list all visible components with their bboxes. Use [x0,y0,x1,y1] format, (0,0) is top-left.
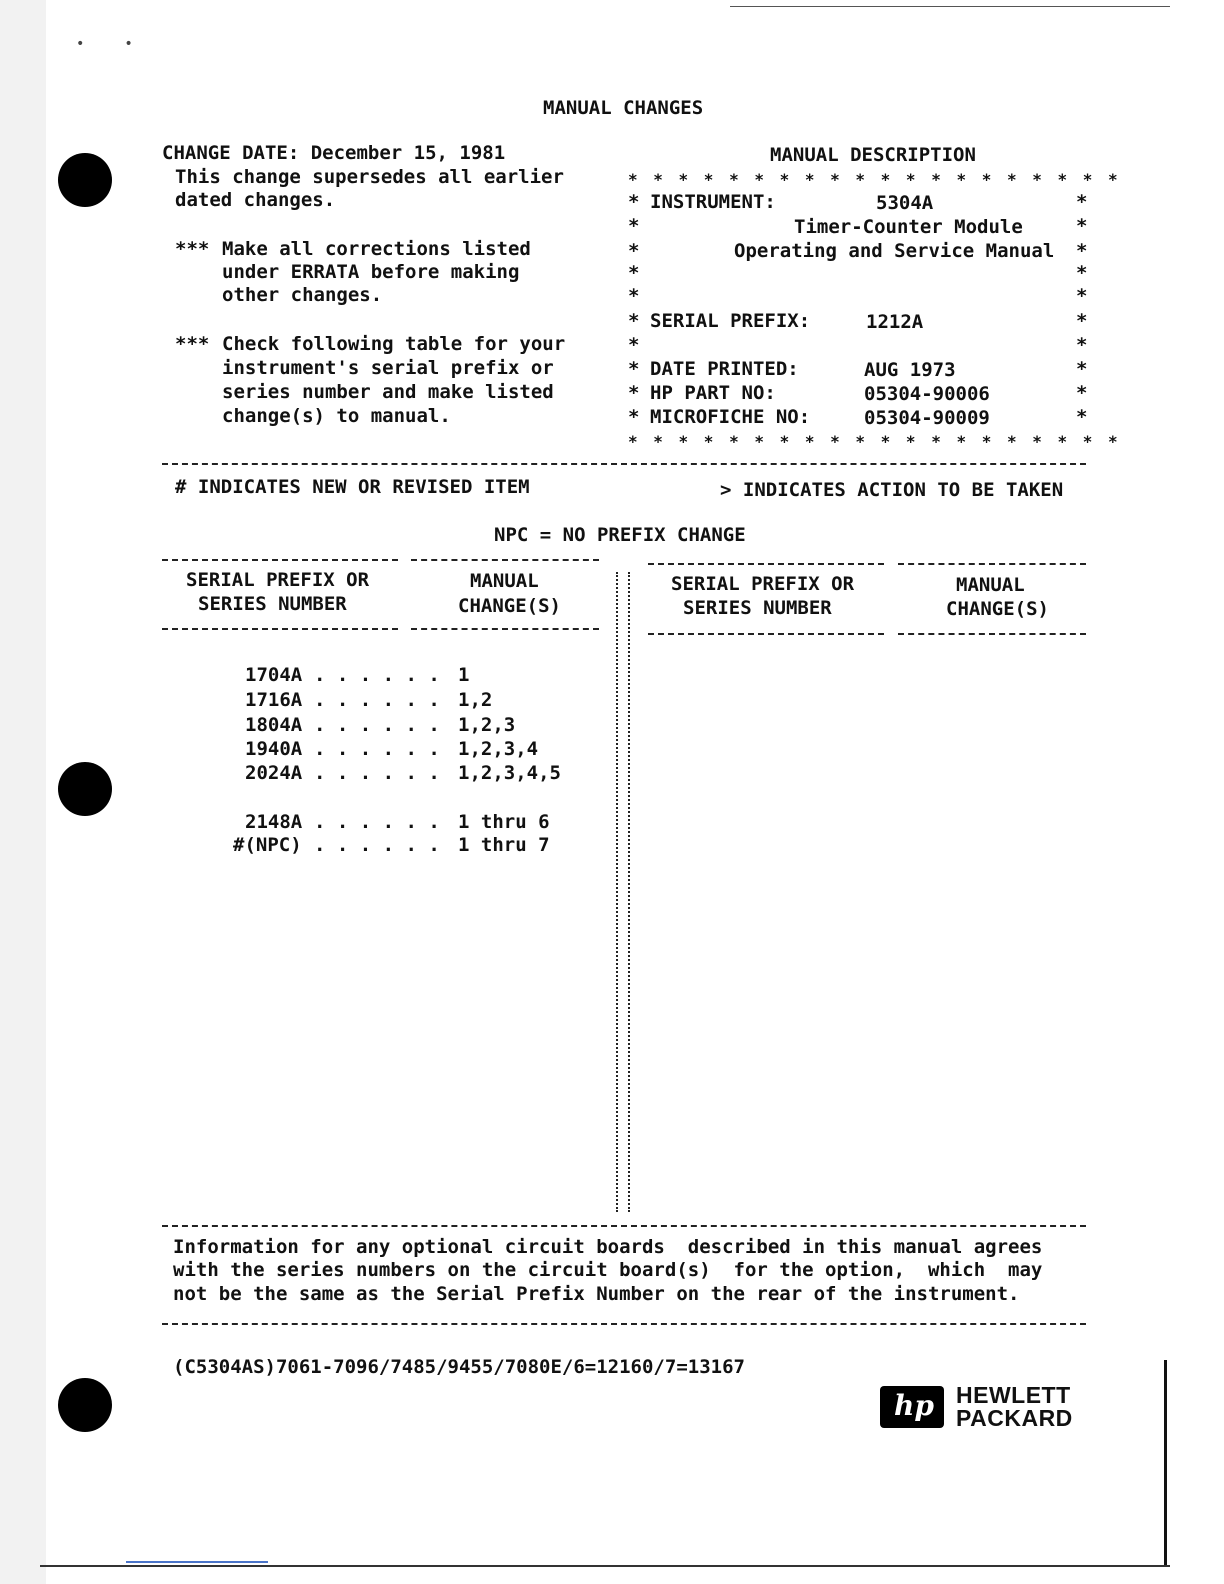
row-1716a-serial: 1716A [245,689,303,711]
info-line-3: not be the same as the Serial Prefix Number on the rear of the instrument. [173,1283,1020,1305]
row-2024a-changes: 1,2,3,4,5 [458,762,561,784]
supersede-line-2: dated changes. [175,189,336,211]
box-star-r6: * [1076,310,1088,332]
col-serial-heading-right-1: SERIAL PREFIX OR [671,573,855,595]
manual-description-heading: MANUAL DESCRIPTION [770,144,976,166]
note1-line-3: other changes. [222,284,383,306]
info-line-1: Information for any optional circuit boards described in this manual agrees [173,1236,1043,1258]
manual-type: Operating and Service Manual [734,240,1055,262]
date-printed-value: AUG 1973 [864,359,956,381]
box-star-l8: * [628,358,640,380]
row-1940a-leader: . . . . . . [314,738,440,760]
hewlett-packard-logo [880,1382,1090,1434]
legend-action: > INDICATES ACTION TO BE TAKEN [720,479,1064,501]
box-star-r5: * [1076,285,1088,307]
box-star-l9: * [628,382,640,404]
row-1804a-leader: . . . . . . [314,714,440,736]
col-serial-heading-2: SERIES NUMBER [198,593,347,615]
punch-hole-bottom [58,1378,112,1432]
legend-new-item: # INDICATES NEW OR REVISED ITEM [175,476,530,498]
box-star-r10: * [1076,406,1088,428]
note2-line-4: change(s) to manual. [222,405,451,427]
legend-npc: NPC = NO PREFIX CHANGE [494,524,746,546]
rule-col2-top [411,559,599,561]
instrument-value: 5304A [876,192,934,214]
logo-line-1: HEWLETT [956,1382,1071,1408]
right-edge-rule [1164,1360,1167,1565]
box-star-r7: * [1076,334,1088,356]
box-star-r2: * [1076,215,1088,237]
box-star-r3: * [1076,240,1088,262]
col-changes-heading-1: MANUAL [470,570,539,592]
change-date: CHANGE DATE: December 15, 1981 [162,142,506,164]
note1-line-2: under ERRATA before making [222,261,520,283]
box-star-l5: * [628,285,640,307]
box-star-r1: * [1076,191,1088,213]
row-2148a-leader: . . . . . . [314,811,440,833]
rule-col3-bottom [648,633,884,635]
punch-hole-middle [58,762,112,816]
row-1716a-leader: . . . . . . [314,689,440,711]
logo-line-2: PACKARD [956,1405,1073,1431]
hp-logo-mark: hp [894,1389,934,1422]
col-serial-heading-right-2: SERIES NUMBER [683,597,832,619]
note2-marker: *** [175,333,210,355]
bottom-rule [40,1565,1170,1567]
star-border-top: * * * * * * * * * * * * * * * * * * * * [628,170,1121,189]
box-star-l2: * [628,215,640,237]
bottom-link-underline [126,1561,268,1563]
row-2148a-changes: 1 thru 6 [458,811,550,833]
rule-col2-bottom [411,628,599,630]
row-1704a-changes: 1 [458,664,470,686]
box-star-l3: * [628,240,640,262]
box-star-l6: * [628,310,640,332]
note2-line-3: series number and make listed [222,381,554,403]
rule-col4-top [898,563,1086,565]
rule-above-legend [162,463,1086,465]
box-star-l7: * [628,334,640,356]
box-star-r9: * [1076,382,1088,404]
row-2148a-serial: 2148A [245,811,303,833]
hp-logo-icon [880,1386,944,1428]
punch-hole-top [58,153,112,207]
serial-prefix-value: 1212A [866,311,924,333]
row-1940a-changes: 1,2,3,4 [458,738,539,760]
hp-part-label: HP PART NO: [650,382,776,404]
col-changes-heading-right-2: CHANGE(S) [946,598,1049,620]
date-printed-label: DATE PRINTED: [650,358,799,380]
box-star-l10: * [628,406,640,428]
row-2024a-leader: . . . . . . [314,762,440,784]
rule-col3-top [648,563,884,565]
row-1804a-serial: 1804A [245,714,303,736]
table-divider-right [628,572,630,1212]
rule-col1-top [162,559,398,561]
hp-part-value: 05304-90006 [864,383,990,405]
microfiche-label: MICROFICHE NO: [650,406,811,428]
serial-prefix-label: SERIAL PREFIX: [650,310,811,332]
rule-col4-bottom [898,633,1086,635]
scan-margin-shade [0,0,46,1584]
note1-line-1: Make all corrections listed [222,238,531,260]
col-changes-heading-right-1: MANUAL [956,574,1025,596]
star-border-bottom: * * * * * * * * * * * * * * * * * * * * [628,432,1121,451]
info-line-2: with the series numbers on the circuit board(s) for the option, which may [173,1259,1043,1281]
row-1804a-changes: 1,2,3 [458,714,516,736]
rule-above-info [162,1225,1086,1227]
box-star-r4: * [1076,262,1088,284]
microfiche-value: 05304-90009 [864,407,990,429]
col-changes-heading-2: CHANGE(S) [458,595,561,617]
col-serial-heading-1: SERIAL PREFIX OR [186,569,370,591]
table-divider-left [616,572,618,1212]
note1-marker: *** [175,238,210,260]
footer-code: (C5304AS)7061-7096/7485/9455/7080E/6=12160/7=13167 [173,1356,745,1378]
box-star-l1: * [628,191,640,213]
row-1716a-changes: 1,2 [458,689,493,711]
note2-line-1: Check following table for your [222,333,566,355]
row-1940a-serial: 1940A [245,738,303,760]
page-title: MANUAL CHANGES [543,97,704,119]
rule-below-info [162,1323,1086,1325]
scan-specks: •• [76,36,173,52]
box-star-l4: * [628,262,640,284]
row-npc-serial: #(NPC) [233,834,302,856]
note2-line-2: instrument's serial prefix or [222,357,554,379]
row-1704a-serial: 1704A [245,664,303,686]
instrument-name: Timer-Counter Module [794,216,1023,238]
row-1704a-leader: . . . . . . [314,664,440,686]
row-npc-changes: 1 thru 7 [458,834,550,856]
instrument-label: INSTRUMENT: [650,191,776,213]
supersede-line-1: This change supersedes all earlier [175,166,564,188]
rule-col1-bottom [162,628,398,630]
row-npc-leader: . . . . . . [314,834,440,856]
row-2024a-serial: 2024A [245,762,303,784]
box-star-r8: * [1076,358,1088,380]
top-rule [730,6,1170,7]
